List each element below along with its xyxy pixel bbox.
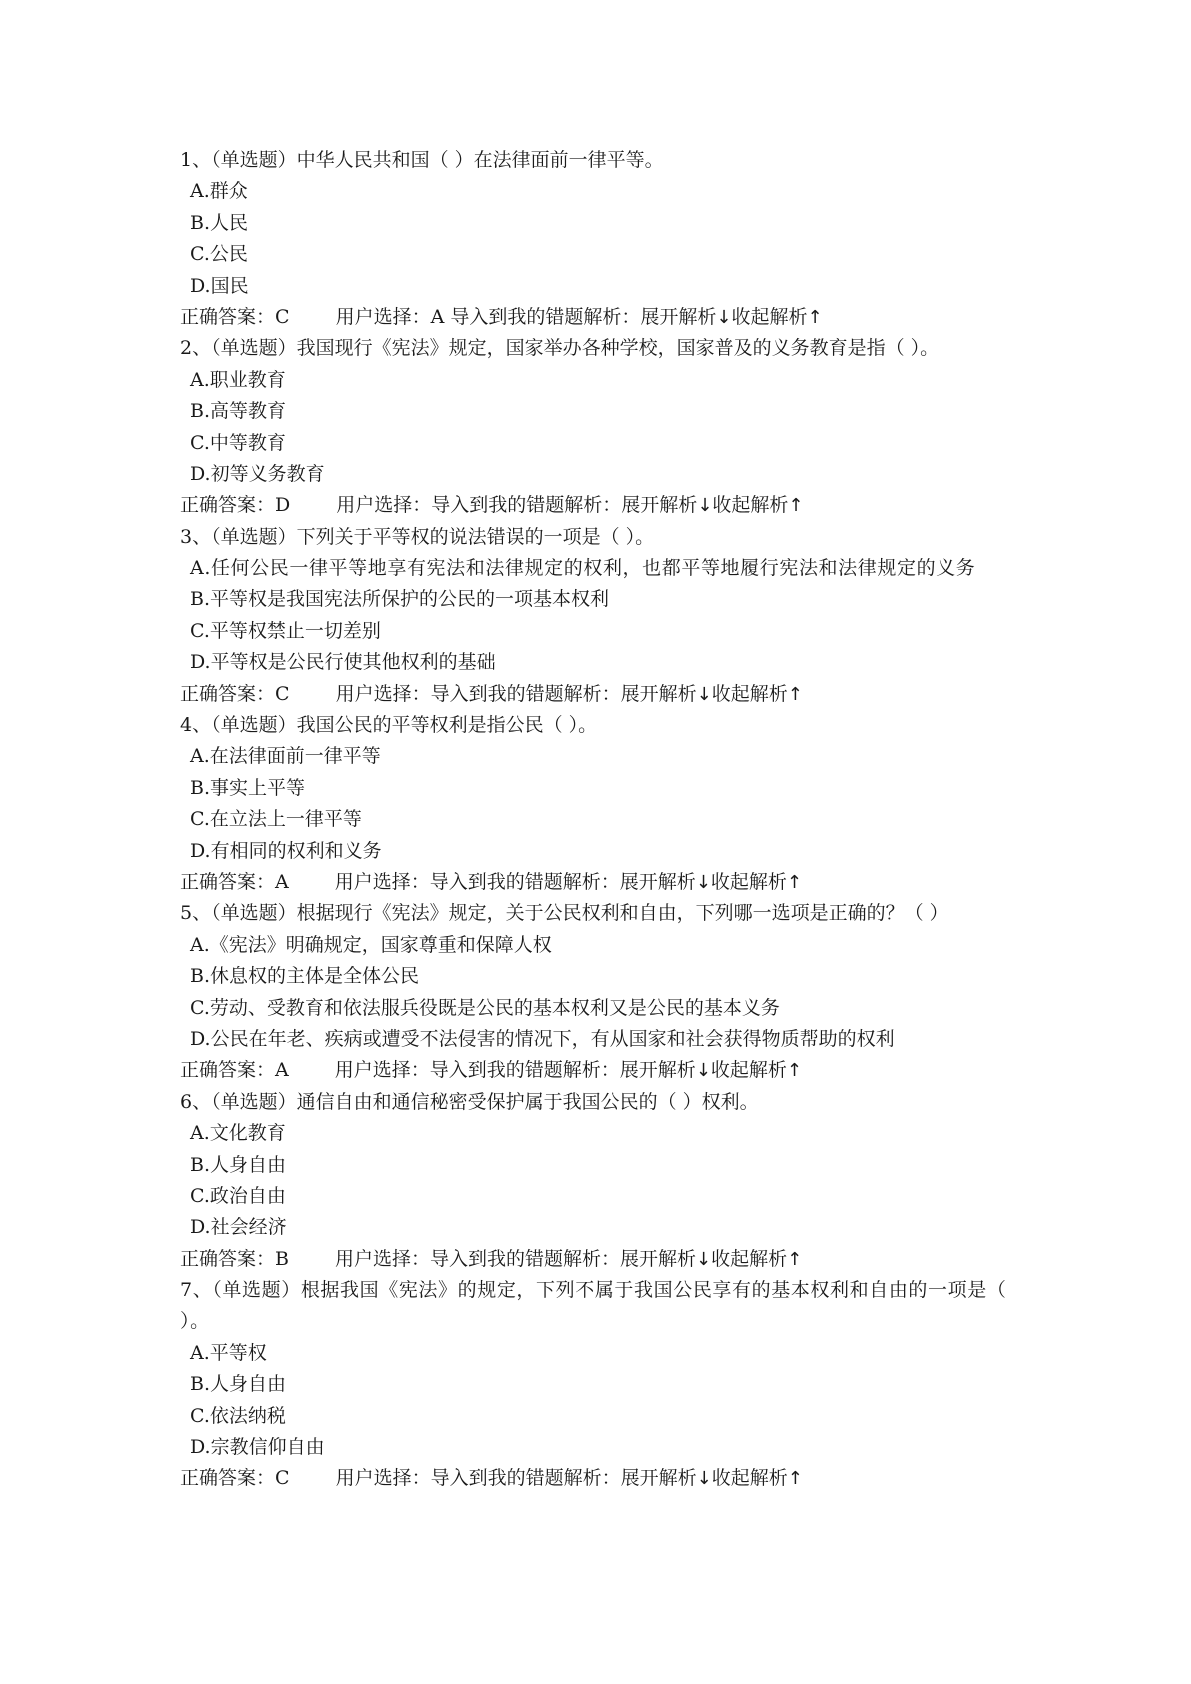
arrow-up-icon: ↑	[786, 1060, 803, 1082]
analysis-label: 解析：	[563, 1467, 621, 1490]
question-type: （单选题）	[211, 714, 297, 737]
expand-analysis-label: 展开解析	[621, 494, 698, 517]
arrow-down-icon: ↓	[696, 683, 712, 705]
correct-answer-label: 正确答案：	[180, 1059, 276, 1082]
question-number: 3、	[180, 525, 212, 548]
answer-line	[180, 1463, 1040, 1494]
option-d: D.公民在年老、疾病或遭受不法侵害的情况下，有从国家和社会获得物质帮助的权利	[190, 1027, 895, 1050]
option-b: B.平等权是我国宪法所保护的公民的一项基本权利	[190, 588, 610, 611]
collapse-analysis-label: 收起解析	[712, 494, 789, 517]
question-number: 6、	[180, 1090, 212, 1113]
option-b: B.休息权的主体是全体公民	[190, 965, 420, 988]
option-c: C.中等教育	[190, 431, 286, 454]
option-a: A.文化教育	[190, 1122, 286, 1145]
question-stem	[180, 898, 1040, 929]
question-number: 5、	[180, 902, 212, 925]
correct-answer-label: 正确答案：	[180, 1247, 276, 1270]
option-b: B.人身自由	[190, 1373, 287, 1396]
question-type: （单选题）	[211, 902, 297, 925]
answer-line	[180, 490, 1040, 521]
option-b: B.人身自由	[190, 1153, 287, 1176]
arrow-up-icon: ↑	[787, 1468, 803, 1490]
analysis-label: 解析：	[563, 682, 621, 705]
question-number: 7、	[180, 1279, 213, 1302]
option-b: B.事实上平等	[190, 776, 306, 799]
user-choice-label: 用户选择：	[334, 1059, 430, 1082]
collapse-analysis-label: 收起解析	[710, 1059, 787, 1082]
answer-line	[180, 1055, 1040, 1086]
user-choice-label: 用户选择：	[335, 1467, 431, 1490]
option-d: D.社会经济	[190, 1216, 287, 1239]
analysis-label: 解析：	[564, 494, 622, 517]
import-to-wrong-book-link[interactable]: 导入到我的错题	[430, 1467, 564, 1490]
option-c: C.劳动、受教育和依法服兵役既是公民的基本权利又是公民的基本义务	[190, 996, 780, 1019]
question-text: 通信自由和通信秘密受保护属于我国公民的（ ）权利。	[296, 1090, 759, 1113]
option-b: B.高等教育	[190, 400, 287, 423]
user-choice-label: 用户选择：	[336, 494, 432, 517]
correct-answer-value: C	[275, 1467, 290, 1490]
answer-line	[180, 679, 1040, 710]
user-choice-value: A	[430, 305, 451, 328]
import-to-wrong-book-link[interactable]: 导入到我的错题	[450, 305, 584, 328]
question-type: （单选题）	[211, 525, 297, 548]
collapse-analysis-link[interactable]	[711, 871, 802, 893]
option-c: C.政治自由	[190, 1184, 286, 1207]
collapse-analysis-label: 收起解析	[711, 1467, 788, 1490]
arrow-down-icon: ↓	[716, 306, 732, 328]
collapse-analysis-link[interactable]	[712, 494, 803, 516]
analysis-label: 解析：	[563, 1247, 621, 1270]
expand-analysis-link[interactable]	[621, 683, 712, 705]
correct-answer-value: A	[275, 871, 289, 893]
correct-answer-label: 正确答案：	[180, 682, 276, 705]
collapse-analysis-link[interactable]	[711, 1059, 802, 1081]
option-a: A.在法律面前一律平等	[190, 745, 381, 768]
answer-line	[180, 302, 1040, 333]
question-type: （单选题）	[212, 1279, 301, 1302]
correct-answer-label: 正确答案：	[180, 1467, 276, 1490]
question-stem	[180, 145, 1040, 176]
question-list	[180, 145, 1040, 1495]
collapse-analysis-link[interactable]	[711, 1248, 802, 1270]
option-a: A.平等权	[190, 1341, 267, 1364]
expand-analysis-link[interactable]	[620, 1059, 711, 1081]
user-choice-label: 用户选择：	[334, 1247, 430, 1270]
expand-analysis-label: 展开解析	[640, 305, 717, 328]
expand-analysis-label: 展开解析	[620, 1247, 697, 1270]
option-d: D.平等权是公民行使其他权利的基础	[190, 651, 496, 674]
expand-analysis-link[interactable]	[621, 1467, 712, 1489]
question-type: （单选题）	[211, 149, 297, 171]
question-type: （单选题）	[211, 337, 297, 360]
analysis-label: 解析：	[562, 871, 620, 893]
collapse-analysis-link[interactable]	[712, 683, 803, 705]
import-to-wrong-book-link[interactable]: 导入到我的错题	[431, 494, 565, 517]
import-to-wrong-book-link[interactable]: 导入到我的错题	[430, 1247, 564, 1270]
question-1	[180, 145, 1040, 333]
analysis-label: 解析：	[562, 1059, 620, 1082]
correct-answer-value: C	[275, 305, 290, 328]
question-6	[180, 1087, 1040, 1275]
answer-line	[180, 867, 1040, 898]
correct-answer-value: D	[275, 494, 291, 517]
arrow-up-icon: ↑	[787, 1248, 803, 1270]
question-7	[180, 1275, 1040, 1495]
expand-analysis-link[interactable]	[621, 494, 712, 516]
option-c: C.依法纳税	[190, 1404, 286, 1427]
user-choice-label: 用户选择：	[334, 871, 430, 893]
arrow-down-icon: ↓	[696, 1248, 712, 1270]
option-a: A.任何公民一律平等地享有宪法和法律规定的权利，也都平等地履行宪法和法律规定的义务	[190, 557, 976, 580]
correct-answer-label: 正确答案：	[180, 494, 276, 517]
collapse-analysis-label: 收起解析	[710, 871, 787, 893]
option-c: C.公民	[190, 243, 248, 266]
question-2	[180, 333, 1040, 521]
expand-analysis-label: 展开解析	[619, 1059, 696, 1082]
option-a: A.《宪法》明确规定，国家尊重和保障人权	[190, 933, 552, 956]
option-d: D.初等义务教育	[190, 462, 325, 485]
arrow-up-icon: ↑	[807, 306, 823, 328]
user-choice-label: 用户选择：	[335, 305, 431, 328]
option-d: D.宗教信仰自由	[190, 1436, 325, 1459]
question-4	[180, 710, 1040, 898]
option-b: B.人民	[190, 211, 249, 234]
question-text: 我国公民的平等权利是指公民（ ）。	[296, 714, 598, 737]
question-stem	[180, 333, 1040, 364]
question-number: 1、	[180, 149, 212, 171]
question-stem	[180, 1275, 1040, 1338]
expand-analysis-label: 展开解析	[619, 871, 696, 893]
question-text: 根据我国《宪法》的规定，下列不属于我国公民享有的基本权利和自由的一项是（ ）。	[180, 1279, 1007, 1333]
option-c: C.平等权禁止一切差别	[190, 619, 381, 642]
analysis-label: 解析：	[583, 305, 641, 328]
arrow-up-icon: ↑	[787, 683, 803, 705]
option-d: D.国民	[190, 274, 249, 297]
expand-analysis-label: 展开解析	[620, 682, 697, 705]
correct-answer-label: 正确答案：	[180, 305, 276, 328]
question-stem	[180, 710, 1040, 741]
collapse-analysis-label: 收起解析	[731, 305, 808, 328]
option-a: A.职业教育	[190, 368, 286, 391]
collapse-analysis-label: 收起解析	[711, 1247, 788, 1270]
option-c: C.在立法上一律平等	[190, 808, 362, 831]
expand-analysis-link[interactable]	[640, 306, 731, 328]
expand-analysis-link[interactable]	[620, 871, 711, 893]
correct-answer-value: C	[275, 682, 290, 705]
import-to-wrong-book-link[interactable]: 导入到我的错题	[429, 871, 563, 893]
import-to-wrong-book-link[interactable]: 导入到我的错题	[430, 682, 564, 705]
arrow-down-icon: ↓	[696, 1468, 712, 1490]
arrow-up-icon: ↑	[788, 495, 804, 517]
correct-answer-label: 正确答案：	[180, 871, 276, 893]
correct-answer-value: A	[275, 1059, 289, 1082]
arrow-up-icon: ↑	[786, 872, 803, 893]
option-d: D.有相同的权利和义务	[190, 839, 382, 862]
option-a: A.群众	[190, 180, 248, 203]
question-text: 根据现行《宪法》规定，关于公民权利和自由，下列哪一选项是正确的？（ ）	[296, 902, 949, 925]
question-number: 4、	[180, 714, 212, 737]
question-stem	[180, 1087, 1040, 1118]
question-3	[180, 522, 1040, 710]
expand-analysis-label: 展开解析	[620, 1467, 697, 1490]
import-to-wrong-book-link[interactable]: 导入到我的错题	[429, 1059, 563, 1082]
correct-answer-value: B	[275, 1247, 289, 1270]
collapse-analysis-link[interactable]	[731, 306, 822, 328]
question-number: 2、	[180, 337, 212, 360]
user-choice-label: 用户选择：	[335, 682, 431, 705]
question-text: 下列关于平等权的说法错误的一项是（ ）。	[296, 525, 655, 548]
collapse-analysis-label: 收起解析	[711, 682, 788, 705]
arrow-down-icon: ↓	[695, 872, 711, 893]
expand-analysis-link[interactable]	[620, 1248, 711, 1270]
question-text: 中华人民共和国（ ）在法律面前一律平等。	[296, 149, 664, 171]
question-5	[180, 898, 1040, 1086]
arrow-down-icon: ↓	[695, 1060, 711, 1082]
answer-line	[180, 1244, 1040, 1275]
question-type: （单选题）	[211, 1090, 297, 1113]
collapse-analysis-link[interactable]	[712, 1467, 803, 1489]
question-text: 我国现行《宪法》规定，国家举办各种学校，国家普及的义务教育是指（ ）。	[296, 337, 940, 360]
question-stem	[180, 522, 1040, 553]
arrow-down-icon: ↓	[697, 495, 713, 517]
